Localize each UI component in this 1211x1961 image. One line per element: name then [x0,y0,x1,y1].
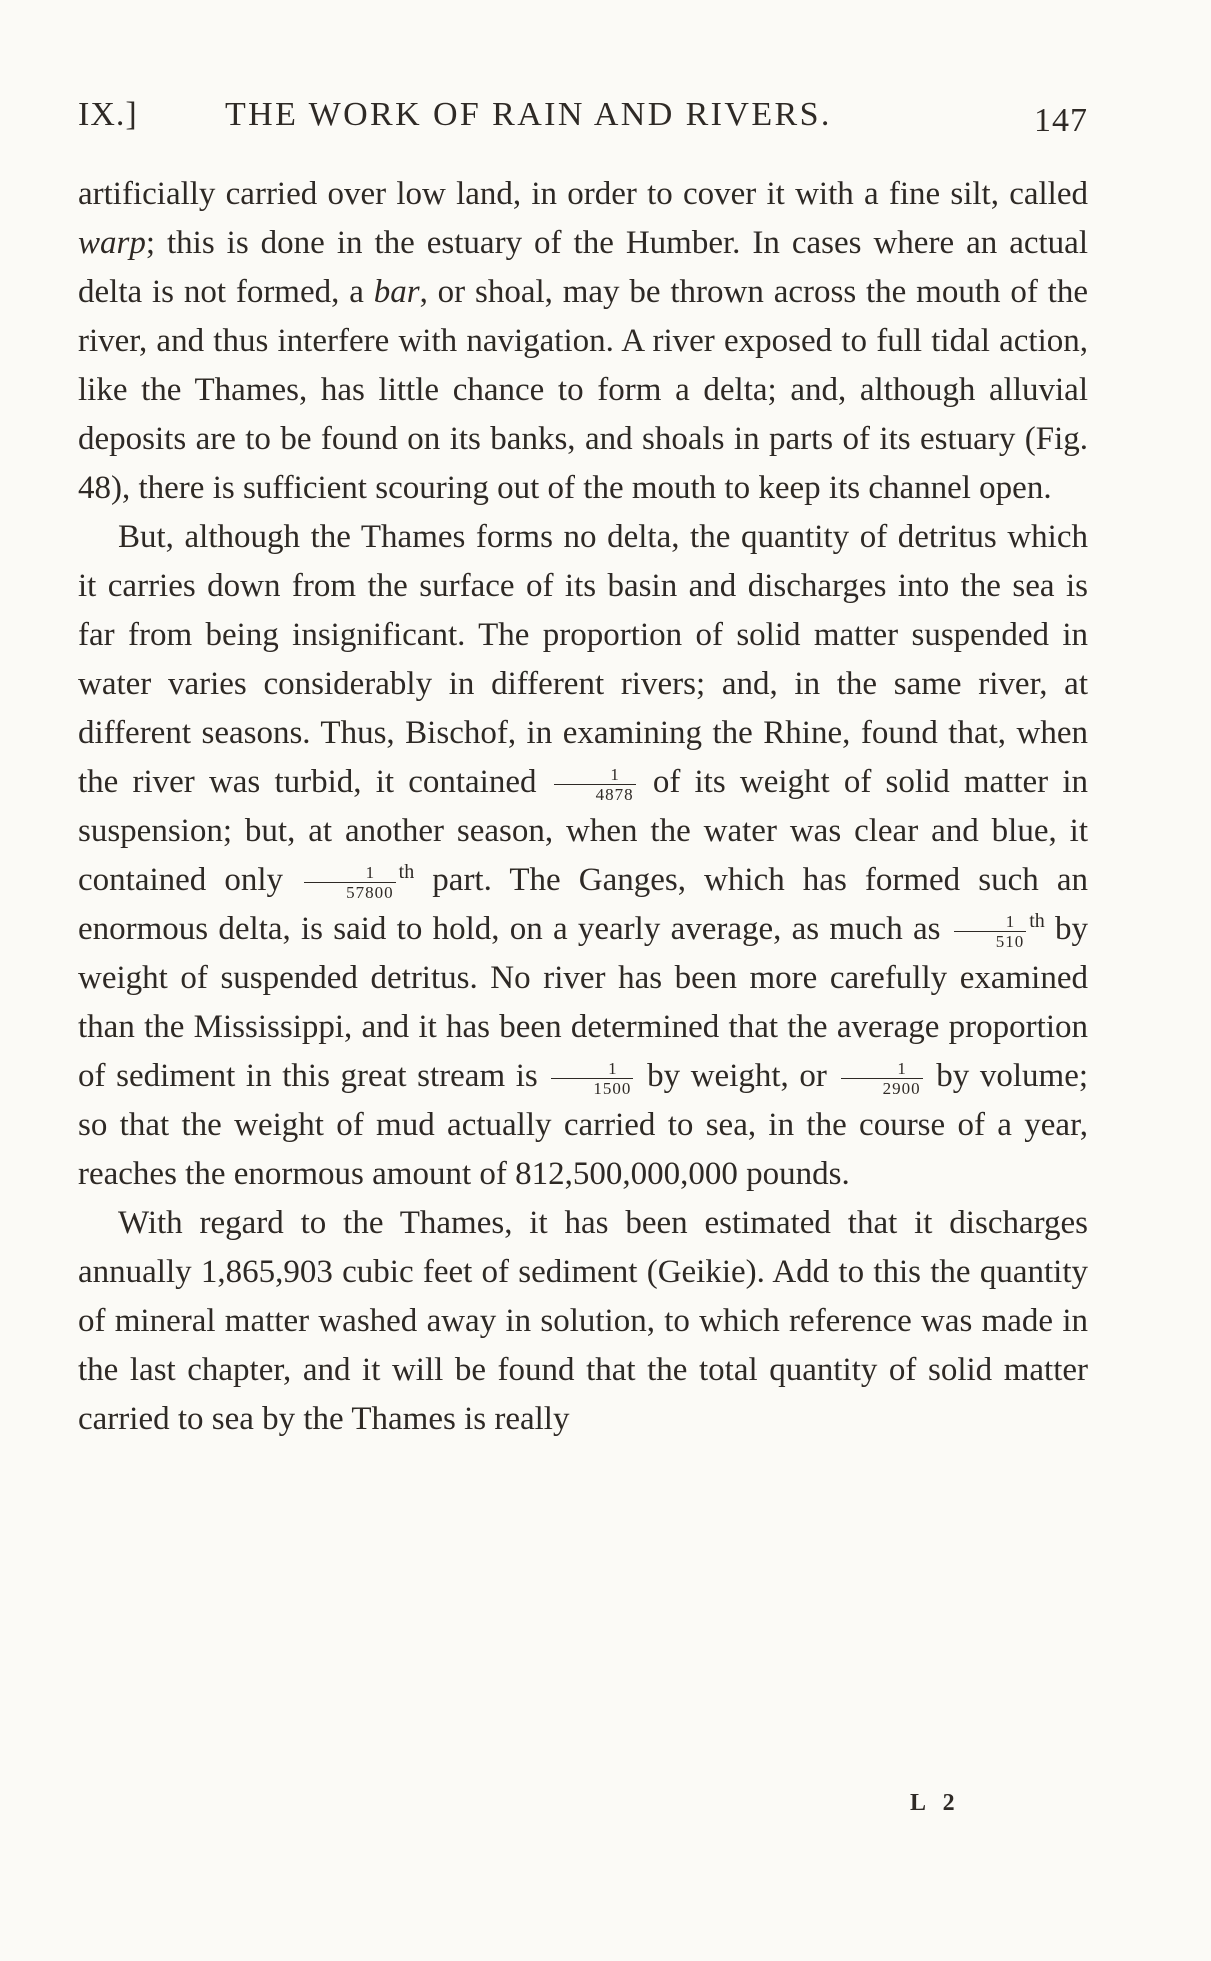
term-bar: bar [373,274,420,310]
paragraph-2 [78,513,1088,1199]
paragraph-2-text-c: part. The Ganges, which has formed such an enormous delta, is said to hold, on a yearly average, as much as [78,862,1088,947]
fraction-rhine-clear [304,864,396,901]
fraction-denominator: 4878 [595,784,634,804]
fraction-denominator: 510 [995,931,1025,951]
paragraph-1-text-a: artificially carried over low land, in order to cover it with a fine silt, called [78,176,1088,212]
fraction-numerator: 1 [551,1060,633,1079]
fraction-numerator: 1 [954,913,1027,932]
page-number: 147 [1034,102,1088,139]
paragraph-3 [78,1199,1088,1444]
fraction-numerator: 1 [841,1060,923,1079]
running-head [78,96,1088,140]
paragraph-2-text-b: of its weight of solid matter in suspension; but, at another season, when the water was clear and blue, it contained only [78,764,1089,898]
paragraph-2-text-a: But, although the Thames forms no delta, the quantity of detritus which it carries down from the surface of its basin and discharges into the sea is far from being insignificant. The proportion of solid matter suspended in water varies considerably in different rivers; and, in the same river, at different seasons. Thus, Bischof, in examining the Rhine, found that, when the river was turbid, it contained [78,519,1088,800]
paragraph-2-text-e: by weight, or [636,1058,838,1094]
ordinal-suffix: th [398,861,415,883]
fraction-mississippi-volume [841,1060,923,1097]
paragraph-2-text-d: by weight of suspended detritus. No river has been more carefully examined than the Mississippi, and it has been determined that the average proportion of sediment in this great stream is [78,911,1088,1094]
fraction-mississippi-weight [551,1060,633,1097]
paragraph-2-text-f: by volume; so that the weight of mud actually carried to sea, in the course of a year, reaches the enormous amount of 812,500,000,000 pounds. [78,1058,1089,1192]
ordinal-suffix: th [1029,910,1045,932]
body-text [78,170,1088,1444]
paragraph-1-text-c: , or shoal, may be thrown across the mouth of the river, and thus interfere with navigation. A river exposed to full tidal action, like the Thames, has little chance to form a delta; and, although alluvial deposits are to be found on its banks, and shoals in parts of its estuary (Fig. 48), there is sufficient scouring out of the mouth to keep its channel open. [78,274,1088,506]
paragraph-3-text-a: With regard to the Thames, it has been estimated that it discharges annually 1,865,903 cubic feet of sediment (Geikie). Add to this the quantity of mineral matter washed away in solution, to which reference was made in the last chapter, and it will be found that the total quantity of solid matter carried to sea by the Thames is really [78,1205,1088,1437]
fraction-rhine-turbid [554,766,636,803]
fraction-denominator: 1500 [593,1078,632,1098]
fraction-denominator: 2900 [882,1078,921,1098]
signature-mark: L 2 [910,1790,961,1816]
fraction-ganges [954,913,1027,950]
paragraph-1-text-b: ; this is done in the estuary of the Humber. In cases where an actual delta is not formed, a [78,225,1088,310]
chapter-number: IX.] [78,96,138,133]
term-warp: warp [78,225,146,261]
fraction-denominator: 57800 [346,882,394,902]
running-title: THE WORK OF RAIN AND RIVERS. [225,96,832,133]
fraction-numerator: 1 [554,766,636,785]
paragraph-1 [78,170,1088,513]
fraction-numerator: 1 [304,864,396,883]
